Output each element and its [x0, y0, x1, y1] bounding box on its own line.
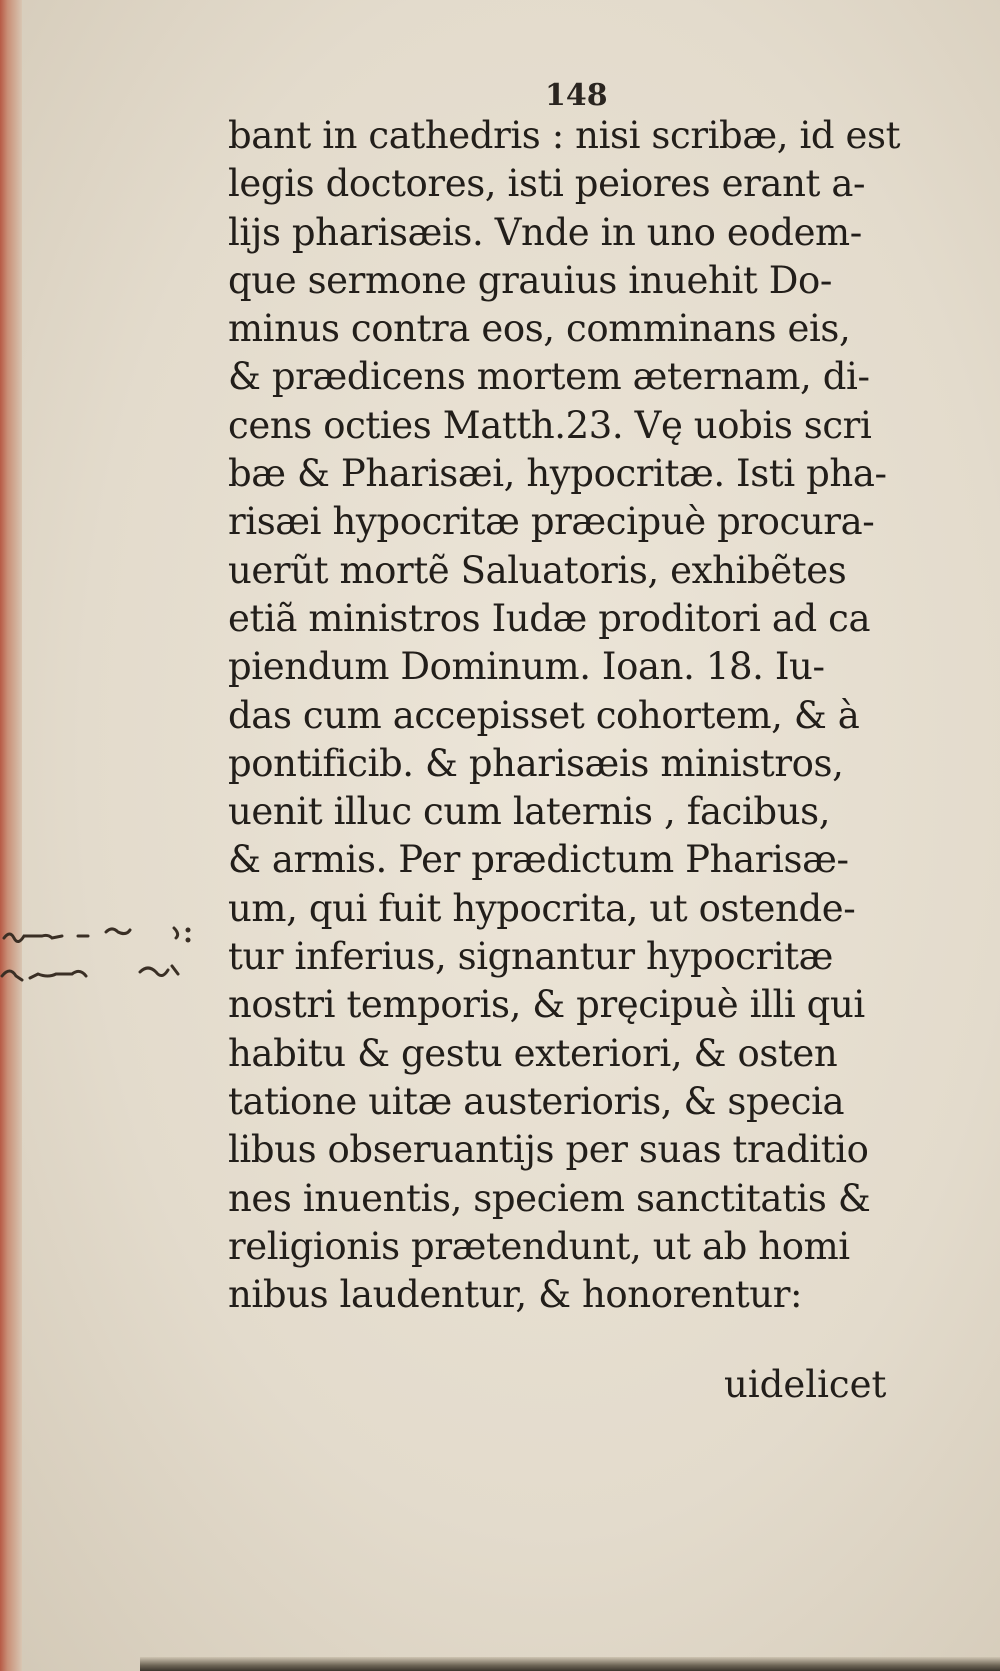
text-line: uerũt mortẽ Saluatoris, exhibẽtes: [228, 548, 847, 592]
text-line: uenit illuc cum laternis , facibus,: [228, 790, 831, 834]
text-line: bant in cathedris : nisi scribæ, id est: [228, 114, 901, 157]
text-line: nes inuentis, speciem sanctitatis &: [228, 1176, 871, 1220]
catchword: uidelicet: [724, 1363, 887, 1406]
text-line: libus obseruantijs per suas traditio: [228, 1128, 869, 1172]
text-line: minus contra eos, comminans eis,: [228, 307, 851, 351]
text-line: que sermone grauius inuehit Do-: [228, 258, 832, 302]
text-line: legis doctores, isti peiores erant a-: [228, 162, 866, 206]
text-line: religionis prætendunt, ut ab homi: [228, 1224, 850, 1268]
body-text: [228, 112, 928, 1319]
text-line: & armis. Per prædictum Pharisæ-: [228, 838, 849, 882]
text-line: nostri temporis, & pręcipuè illi qui: [228, 983, 865, 1027]
text-line: nibus laudentur, & honorentur:: [228, 1273, 803, 1317]
handwritten-marginalia: [0, 918, 200, 1008]
page-edge-bottom: [140, 1657, 1000, 1671]
text-line: bæ & Pharisæi, hypocritæ. Isti pha-: [228, 452, 887, 496]
text-line: das cum accepisset cohortem, & à: [228, 693, 860, 737]
text-line: tur inferius, signantur hypocritæ: [228, 935, 834, 979]
page-edge-left: [0, 0, 22, 1671]
text-line: & prædicens mortem æternam, di-: [228, 355, 870, 399]
text-line: tatione uitæ austerioris, & specia: [228, 1079, 845, 1123]
text-line: risæi hypocritæ præcipuè procura-: [228, 500, 875, 544]
text-line: lijs pharisæis. Vnde in uno eodem-: [228, 210, 862, 254]
text-line: piendum Dominum. Ioan. 18. Iu-: [228, 645, 825, 689]
text-line: cens octies Matth.23. Vę uobis scri: [228, 403, 872, 447]
page-number: 148: [545, 78, 608, 113]
text-line: um, qui fuit hypocrita, ut ostende-: [228, 886, 856, 930]
text-line: pontificib. & pharisæis ministros,: [228, 741, 844, 785]
text-line: etiã ministros Iudæ proditori ad ca: [228, 596, 871, 640]
text-line: habitu & gestu exteriori, & osten: [228, 1031, 838, 1075]
